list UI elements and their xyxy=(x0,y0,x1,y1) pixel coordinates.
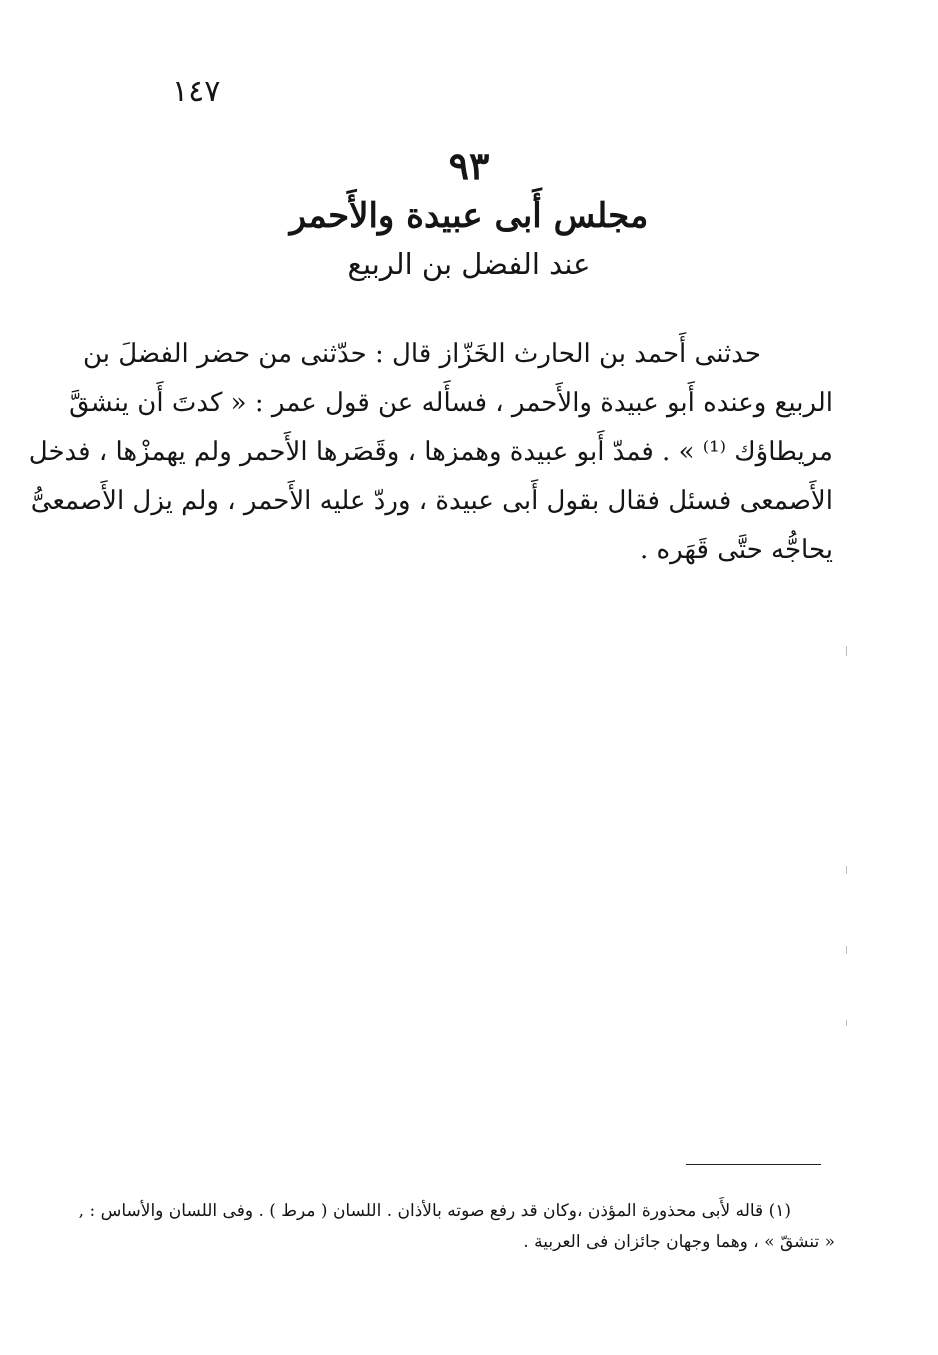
body-line: الربيع وعنده أَبو عبيدة والأَحمر ، فسأَله عن قول عمر : « كدتَ أَن ينشقَّ xyxy=(69,388,833,418)
body-line: يحاجُّه حتَّى قَهَره . xyxy=(640,535,833,565)
footnotes xyxy=(78,1196,835,1258)
body-line: حدثنى أَحمد بن الحارث الخَزّاز قال : حدّثنى من حضر الفضلَ بن xyxy=(82,339,761,369)
chapter-number: ٩٣ xyxy=(448,143,490,188)
body-line: مريطاؤك ⁽¹⁾ » . فمدّ أَبو عبيدة وهمزها ، وقَصَرها الأَحمر ولم يهمزْها ، فدخل xyxy=(28,437,833,467)
chapter-subtitle: عند الفضل بن الربيع xyxy=(347,247,591,281)
scan-speck xyxy=(846,646,847,656)
scan-speck xyxy=(846,1020,847,1026)
page-number: ١٤٧ xyxy=(172,74,221,109)
footnote-line: « تنشقّ » ، وهما وجهان جائزان فى العربية . xyxy=(523,1232,835,1252)
body-paragraph xyxy=(28,330,833,575)
chapter-title: مجلس أَبى عبيدة والأَحمر xyxy=(289,196,649,236)
footnote-divider xyxy=(686,1164,821,1165)
scan-speck xyxy=(846,866,847,874)
body-line: الأَصمعى فسئل فقال بقول أَبى عبيدة ، وردّ عليه الأَحمر ، ولم يزل الأَصمعىُّ xyxy=(30,486,833,516)
footnote-line: (١) قاله لأَبى محذورة المؤذن ،وكان قد رفع صوته بالأذان . اللسان ( مرط ) . وفى اللسان والأساس : , xyxy=(78,1201,791,1221)
scan-speck xyxy=(846,946,847,954)
